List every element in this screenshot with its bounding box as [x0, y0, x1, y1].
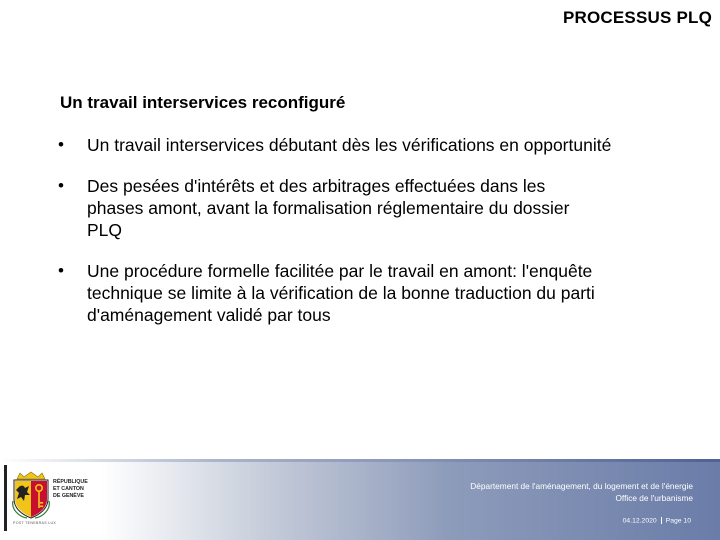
footer-department: [470, 480, 693, 504]
geneva-shield-icon: [11, 471, 51, 519]
footer-meta: [623, 517, 691, 524]
bullet-text: Des pesées d'intérêts et des arbitrages effectuées dans les phases amont, avant la formalisation réglementaire du dossier PLQ: [87, 176, 570, 240]
footer: [0, 459, 720, 540]
bullet-text: Un travail interservices débutant dès les vérifications en opportunité: [87, 135, 612, 155]
footer-date: 04.12.2020: [622, 517, 657, 525]
department-name: Département de l'aménagement, du logement et de l'énergie: [470, 481, 693, 491]
slide-title: PROCESSUS PLQ: [562, 8, 712, 27]
footer-separator: [661, 517, 662, 524]
geneva-logo: [4, 465, 91, 531]
bullet-text: Une procédure formelle facilitée par le travail en amont: l'enquête technique se limite à la vérification de la bonne traduction du parti d'aménagement validé par tous: [87, 261, 595, 325]
bullet-list: [58, 134, 618, 345]
logo-line-3: DE GENÈVE: [53, 493, 84, 499]
logo-tagline: POST TENEBRAS LUX: [13, 521, 57, 525]
logo-line-2: ET CANTON: [53, 486, 84, 492]
bullet-item: [58, 260, 619, 326]
logo-line-1: RÉPUBLIQUE: [53, 479, 88, 485]
bullet-dot-icon: •: [58, 261, 64, 280]
page-number: Page 10: [665, 517, 691, 525]
section-heading: Un travail interservices reconfiguré: [60, 93, 346, 112]
office-name: Office de l'urbanisme: [615, 493, 693, 503]
footer-top-line: [0, 459, 720, 462]
bullet-dot-icon: •: [58, 176, 64, 195]
bullet-item: [58, 175, 602, 241]
bullet-dot-icon: •: [58, 135, 64, 154]
logo-text: [53, 479, 88, 500]
bullet-item: [58, 134, 627, 156]
